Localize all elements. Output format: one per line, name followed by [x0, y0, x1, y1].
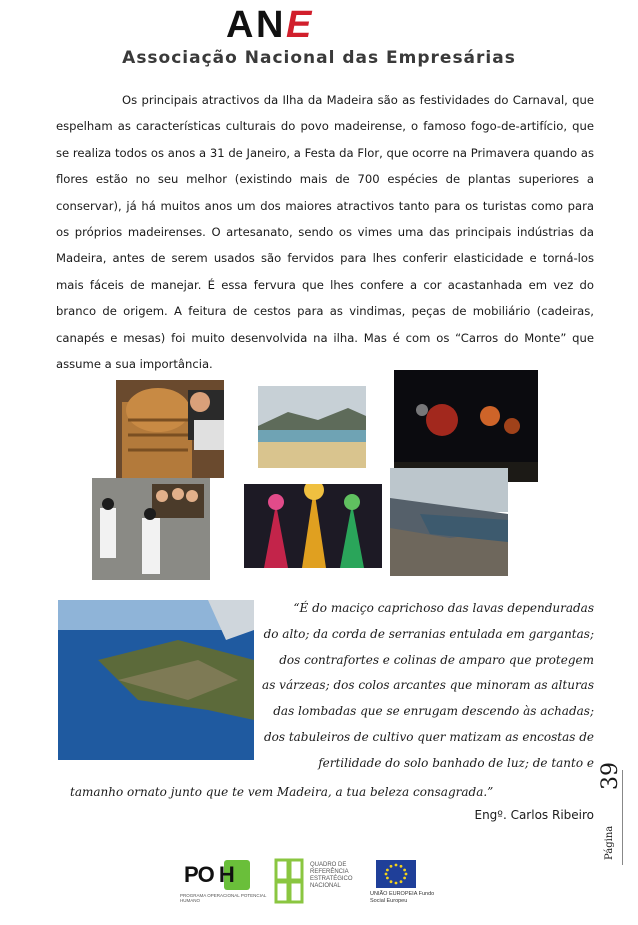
- coast-photo: [390, 468, 508, 576]
- poph-logo: [180, 860, 267, 904]
- page-number: 39: [598, 762, 623, 790]
- logo-letter-e: E: [286, 4, 312, 46]
- quote-line: dos tabuleiros de cultivo quer matizam as encostas de: [263, 729, 594, 744]
- header-logo: [0, 0, 638, 82]
- ane-logo-mark: [226, 4, 316, 46]
- logo-letter-n: N: [256, 4, 284, 46]
- quote-line: dos contrafortes e colinas de amparo que protegem: [279, 652, 594, 667]
- wicker-chair-photo: [116, 380, 224, 478]
- qren-mark-icon: [274, 858, 304, 904]
- body-paragraph: Os principais atractivos da Ilha da Madeira são as festividades do Carnaval, que espelham as características culturais do povo madeirense, o famoso fogo-de-artifício, que se realiza todos os anos a 31 de Janeiro, a Festa da Flor, que ocorre na Primavera quando as flores estão no seu melhor (existindo mais de 700 espécies de plantas superiores a conservar), já há muitos anos um dos maiores atractivos tanto para os turistas como para os próprios madeirenses. O artesanato, sendo os vimes uma das principais indústrias da Madeira, antes de serem usados são fervidos para lhes conferir elasticidade e torná-los mais fáceis de manejar. É essa fervura que lhes confere a cor acastanhada em vez do branco de origem. A feitura de cestos para as vindimas, peças de mobiliário (cadeiras, canapés e mesas) foi muito desenvolvida na ilha. Mas é com os “Carros do Monte” que assume a sua importância.: [56, 93, 594, 372]
- eu-flag-icon: [376, 860, 416, 888]
- qren-text: QUADRO DE REFERÊNCIA ESTRATÉGICO NACIONAL: [310, 862, 353, 889]
- poph-subtitle: PROGRAMA OPERACIONAL POTENCIAL HUMANO: [180, 893, 267, 903]
- quote-tail: tamanho ornato junto que te vem Madeira, a tua beleza consagrada.”: [70, 785, 494, 799]
- beach-photo: [258, 386, 366, 468]
- eu-logo: [370, 858, 440, 906]
- quote-line: fertilidade do solo banhado de luz; de tanto e: [318, 755, 594, 770]
- carnival-photo: [244, 484, 382, 568]
- eu-text: UNIÃO EUROPEIA Fundo Social Europeu: [370, 891, 435, 904]
- poph-wordmark: PO H: [184, 862, 234, 887]
- qren-logo: [274, 858, 360, 906]
- logo-letter-a: A: [226, 4, 254, 46]
- quote-line: do alto; da corda de serranias entulada em gargantas;: [263, 626, 594, 641]
- footer-logos: [180, 858, 440, 908]
- quote-line: das lombadas que se enrugam descendo às achadas;: [273, 704, 594, 719]
- aerial-island-photo: [58, 600, 254, 760]
- quote-block: [256, 596, 594, 777]
- fireworks-photo: [394, 370, 538, 482]
- organization-name: Associação Nacional das Empresárias: [122, 48, 516, 68]
- monte-toboggan-photo: [92, 478, 210, 580]
- body-paragraph-container: [56, 87, 594, 377]
- quote-line: “É do maciço caprichoso das lavas dependuradas: [293, 601, 594, 615]
- quote-line: as várzeas; dos colos arcantes que minoram as alturas: [262, 678, 594, 693]
- page-label: Página: [604, 825, 615, 860]
- quote-author: Engº. Carlos Ribeiro: [474, 808, 594, 822]
